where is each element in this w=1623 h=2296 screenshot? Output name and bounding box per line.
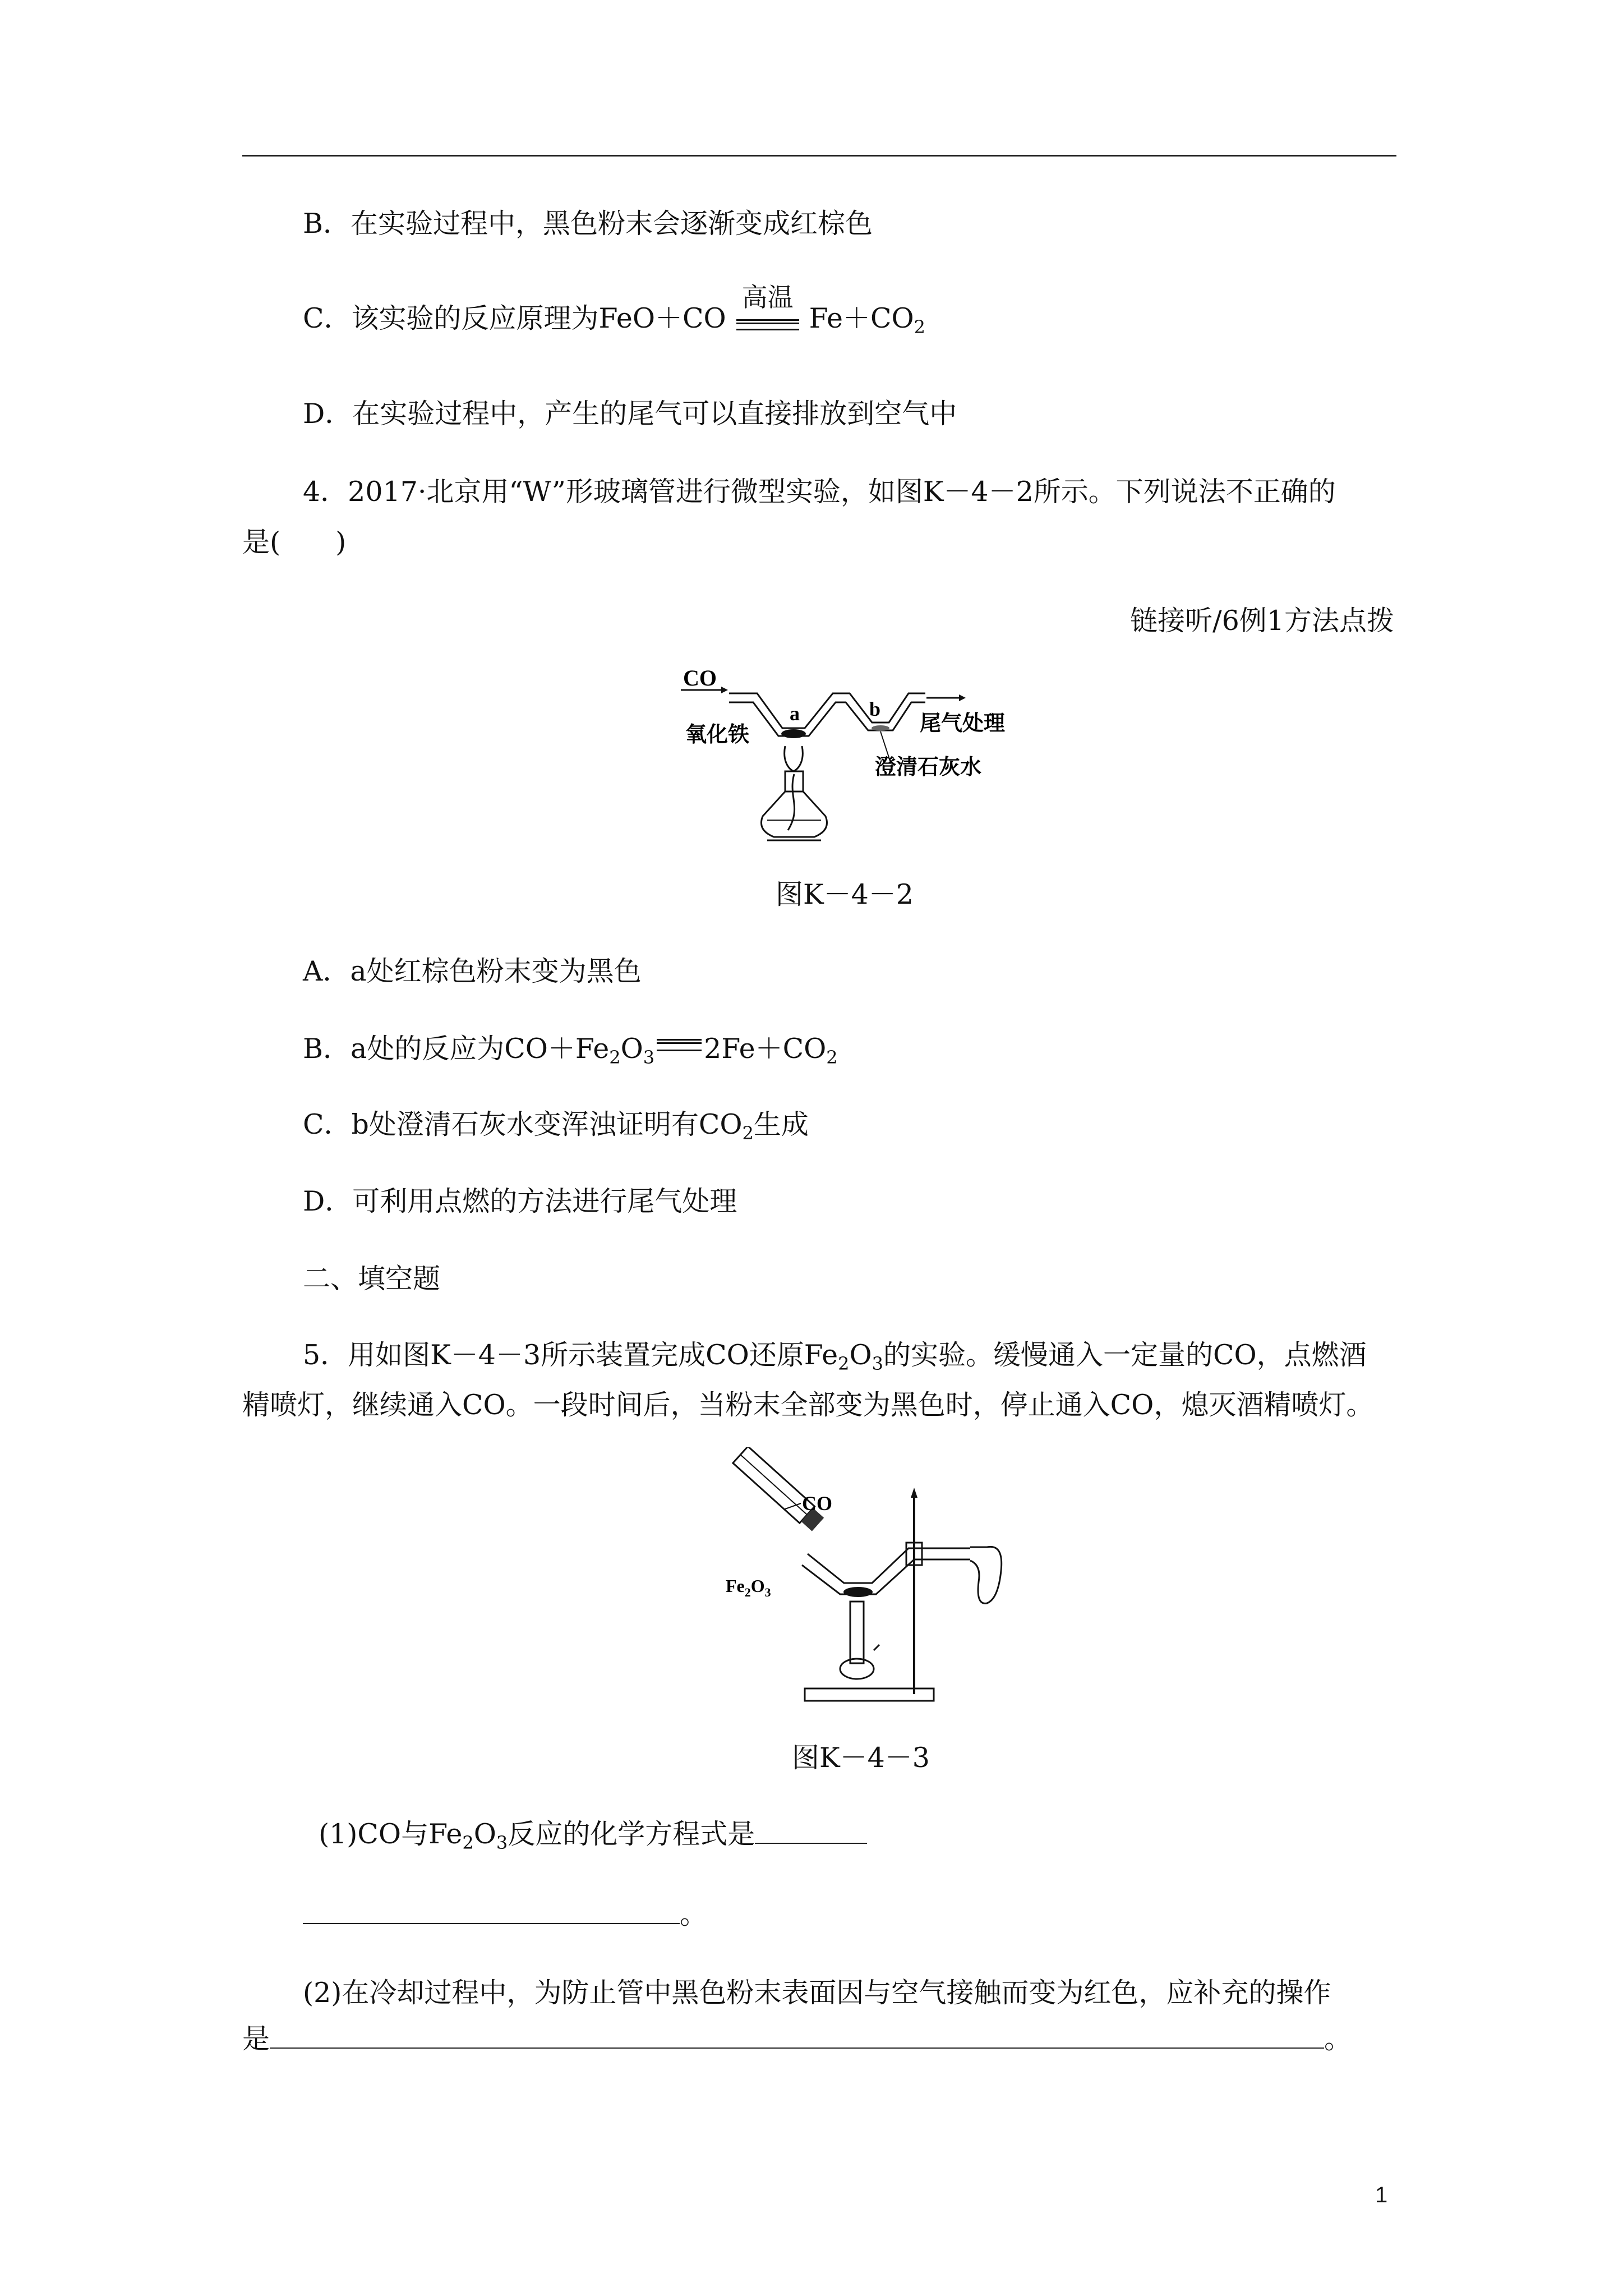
- fig3-co-pointer: [785, 1503, 801, 1509]
- fig2-lamp-wick: [788, 774, 795, 830]
- fig3-v-tube-inner: [802, 1559, 970, 1594]
- answer-blank-1a[interactable]: [755, 1815, 867, 1844]
- fig2-w-tube-inner: [729, 702, 925, 736]
- fig2-co-label: CO: [683, 665, 717, 691]
- fig3-rod-arrow: [911, 1488, 917, 1498]
- q4-c-sub: 2: [742, 1122, 754, 1144]
- q4-stem-line1: 4．2017·北京用“W”形玻璃管进行微型实验，如图K－4－2所示。下列说法不正确的: [303, 476, 1336, 508]
- fig3-burner-base: [840, 1659, 874, 1679]
- figure-k-4-2: [673, 662, 1032, 847]
- q5-s2-prefix: 是: [242, 2023, 270, 2055]
- q3-option-c: [303, 282, 925, 338]
- q5-s1-end: 。: [680, 1898, 708, 1930]
- fig2-iron-oxide-label: 氧化铁: [685, 723, 750, 747]
- q4-option-d: D．可利用点燃的方法进行尾气处理: [303, 1185, 737, 1217]
- q4-option-c: [303, 1105, 809, 1144]
- fig3-fe2o3-label: $Fe_2O_3$: [726, 1576, 771, 1599]
- figure-caption-k-4-3: 图K－4－3: [792, 1742, 930, 1774]
- q4-b-mid: O: [620, 1033, 643, 1065]
- q4-b-prefix: B．a处的反应为CO＋Fe: [303, 1033, 610, 1065]
- fig2-limewater-label: 澄清石灰水: [875, 756, 982, 779]
- q5-sub2-line2: [242, 2019, 1352, 2059]
- q3-option-b: B．在实验过程中，黑色粉末会逐渐变成红棕色: [303, 208, 873, 240]
- figure-k-4-3: [723, 1447, 1015, 1711]
- q4-option-a: A．a处红棕色粉末变为黑色: [303, 955, 642, 987]
- q5-s1-sub2: 3: [496, 1832, 508, 1853]
- section-heading: 二、填空题: [303, 1263, 441, 1295]
- fig2-iron-oxide-powder: [781, 729, 806, 738]
- reaction-condition: 高温: [741, 282, 794, 312]
- q5-s2-end: 。: [1324, 2023, 1352, 2055]
- figure-caption-k-4-2: 图K－4－2: [776, 878, 914, 910]
- equals-bars: [736, 319, 799, 330]
- page-number: 1: [1375, 2183, 1388, 2207]
- fig2-co-arrowhead: [721, 687, 728, 693]
- q3-option-c-prefix: C．该实验的反应原理为: [303, 302, 599, 334]
- q4-b-sub2: 3: [643, 1047, 655, 1068]
- fig3-fe2o3-powder: [843, 1587, 873, 1597]
- q5-s1-sub1: 2: [462, 1832, 474, 1853]
- fig2-label-b: b: [869, 698, 881, 720]
- fig2-exhaust-arrowhead: [959, 694, 966, 701]
- q3-option-d: D．在实验过程中，产生的尾气可以直接排放到空气中: [303, 398, 957, 430]
- q5-l1-b: O: [849, 1339, 872, 1371]
- q5-l1-sub1: 2: [838, 1353, 850, 1374]
- q5-sub1: [319, 1815, 867, 1854]
- q4-c-suffix: 生成: [753, 1108, 809, 1140]
- q4-stem-line2: 是( ): [242, 526, 347, 558]
- q5-s1-c: 反应的化学方程式是: [508, 1818, 755, 1850]
- q4-b-right: 2Fe＋CO: [704, 1033, 827, 1065]
- q4-option-b: [303, 1029, 838, 1069]
- answer-blank-1b[interactable]: [303, 1895, 680, 1924]
- q3-eq-right: Fe＋CO: [809, 302, 914, 334]
- fig3-burner-tube: [850, 1602, 864, 1663]
- fig2-limewater: [872, 725, 889, 731]
- fig3-co-label: CO: [802, 1492, 832, 1515]
- fig3-balloon: [970, 1547, 1002, 1603]
- q3-eq-right-sub: 2: [914, 316, 925, 338]
- fig3-burner-knob: [874, 1645, 879, 1650]
- header-rule: [242, 155, 1396, 157]
- q4-c-prefix: C．b处澄清石灰水变浑浊证明有CO: [303, 1108, 743, 1140]
- q5-stem-line1: [303, 1336, 1367, 1375]
- q4-b-sub3: 2: [826, 1047, 838, 1068]
- fig2-label-a: a: [790, 702, 800, 725]
- q5-stem-line2: 精喷灯，继续通入CO。一段时间后，当粉末全部变为黑色时，停止通入CO，熄灭酒精喷灯。: [242, 1389, 1374, 1421]
- q5-l1-c: 的实验。缓慢通入一定量的CO，点燃酒: [883, 1339, 1367, 1371]
- q5-s1-b: O: [473, 1818, 496, 1850]
- fig2-lamp-flame: [785, 746, 803, 771]
- answer-blank-2[interactable]: [270, 2019, 1324, 2049]
- q4-link-note: 链接听/6例1方法点拨: [1130, 605, 1394, 637]
- fig2-limewater-pointer: [880, 731, 889, 757]
- reaction-condition-arrow: [734, 282, 801, 338]
- q5-l1-sub2: 3: [872, 1353, 884, 1374]
- q3-eq-left: FeO＋CO: [598, 302, 726, 334]
- q5-sub1-continued: [303, 1895, 707, 1934]
- fig2-exhaust-label: 尾气处理: [920, 712, 1006, 735]
- equals-sign: [657, 1039, 702, 1051]
- fig3-syringe-plunger: [740, 1455, 807, 1515]
- q5-s1-a: (1)CO与Fe: [319, 1818, 463, 1850]
- q5-sub2-line1: (2)在冷却过程中，为防止管中黑色粉末表面因与空气接触而变为红色，应补充的操作: [303, 1977, 1331, 2009]
- q4-b-sub1: 2: [609, 1047, 621, 1068]
- q5-l1-a: 5．用如图K－4－3所示装置完成CO还原Fe: [303, 1339, 838, 1371]
- fig3-v-tube: [808, 1548, 970, 1583]
